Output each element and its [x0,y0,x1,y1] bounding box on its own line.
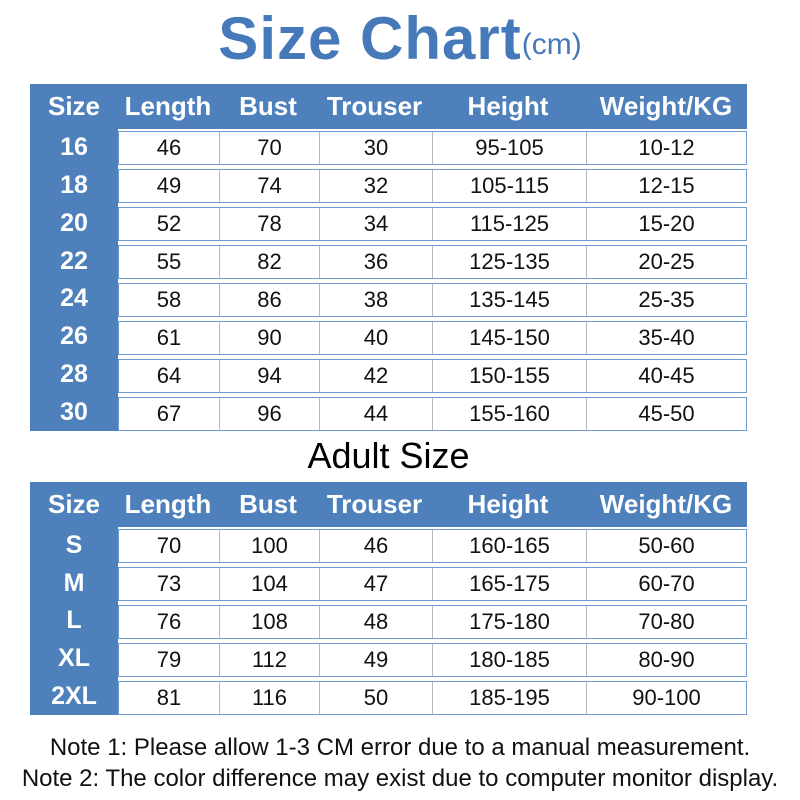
kid-table-body [30,129,747,431]
trouser-cell: 40 [319,322,432,354]
note-1: Note 1: Please allow 1-3 CM error due to a manual measurement. [49,734,751,761]
column-header-height: Height [467,91,549,121]
trouser-cell: 38 [319,284,432,316]
height-cell: 145-150 [432,322,586,354]
size-label: XL [58,644,90,673]
trouser-cell: 32 [319,170,432,202]
page-title-unit: (cm) [521,28,582,61]
length-cell: 70 [156,533,182,558]
table-row [118,169,747,203]
table-row [118,131,747,165]
weight-cell: 15-20 [586,208,746,240]
column-header-bust: Bust [239,489,297,519]
weight-cell: 60-70 [586,568,746,600]
trouser-cell: 30 [319,132,432,164]
trouser-cell: 44 [319,398,432,430]
bust-cell: 112 [219,644,319,676]
table-row [118,397,747,431]
column-header-weight: Weight/KG [599,91,733,121]
kid-size-column [30,129,118,431]
size-label: 20 [60,208,88,237]
size-label: S [65,531,83,560]
weight-cell: 12-15 [586,170,746,202]
page-title-text: Size Chart [218,5,522,72]
column-header-trouser: Trouser [326,489,423,519]
adult-size-heading: Adult Size [307,435,470,476]
bust-cell: 74 [219,170,319,202]
length-cell: 79 [156,647,182,672]
table-row [118,643,747,677]
bust-cell: 86 [219,284,319,316]
column-header-size: Size [47,91,101,121]
length-cell: 73 [156,571,182,596]
weight-cell: 20-25 [586,246,746,278]
bust-cell: 96 [219,398,319,430]
trouser-cell: 36 [319,246,432,278]
height-cell: 115-125 [432,208,586,240]
adult-size-table [30,482,747,715]
height-cell: 175-180 [432,606,586,638]
bust-cell: 100 [219,530,319,562]
adult-size-column [30,527,118,715]
length-cell: 49 [156,173,182,198]
height-cell: 185-195 [432,682,586,714]
column-header-length: Length [124,489,212,519]
column-header-height: Height [467,489,549,519]
size-label: 26 [60,322,88,351]
trouser-cell: 34 [319,208,432,240]
size-label: 18 [60,171,88,200]
size-label: 30 [60,397,88,426]
trouser-cell: 48 [319,606,432,638]
size-label: L [66,606,82,635]
weight-cell: 50-60 [586,530,746,562]
bust-cell: 70 [219,132,319,164]
height-cell: 105-115 [432,170,586,202]
kid-table-header-row [30,84,747,129]
adult-table-rows [118,527,747,715]
size-label: 22 [60,246,88,275]
length-cell: 81 [156,685,182,710]
length-cell: 64 [156,363,182,388]
weight-cell: 70-80 [586,606,746,638]
column-header-length: Length [124,91,212,121]
height-cell: 150-155 [432,360,586,392]
table-row [118,321,747,355]
size-label: M [63,568,85,597]
adult-table-body [30,527,747,715]
trouser-cell: 46 [319,530,432,562]
trouser-cell: 49 [319,644,432,676]
height-cell: 160-165 [432,530,586,562]
height-cell: 125-135 [432,246,586,278]
height-cell: 95-105 [432,132,586,164]
weight-cell: 25-35 [586,284,746,316]
length-cell: 61 [156,325,182,350]
weight-cell: 10-12 [586,132,746,164]
table-row [118,567,747,601]
trouser-cell: 42 [319,360,432,392]
weight-cell: 35-40 [586,322,746,354]
kid-size-table [30,84,747,431]
table-row [118,207,747,241]
weight-cell: 45-50 [586,398,746,430]
column-header-trouser: Trouser [326,91,423,121]
length-cell: 55 [156,249,182,274]
table-row [118,283,747,317]
table-row [118,245,747,279]
column-header-size: Size [47,489,101,519]
height-cell: 180-185 [432,644,586,676]
bust-cell: 104 [219,568,319,600]
trouser-cell: 47 [319,568,432,600]
bust-cell: 78 [219,208,319,240]
height-cell: 135-145 [432,284,586,316]
bust-cell: 108 [219,606,319,638]
table-row [118,359,747,393]
size-label: 24 [60,284,88,313]
size-label: 16 [60,133,88,162]
adult-table-header-row [30,482,747,527]
bust-cell: 82 [219,246,319,278]
column-header-weight: Weight/KG [599,489,733,519]
bust-cell: 90 [219,322,319,354]
weight-cell: 40-45 [586,360,746,392]
column-header-bust: Bust [239,91,297,121]
page-title [0,0,800,84]
bust-cell: 116 [219,682,319,714]
table-row [118,529,747,563]
height-cell: 155-160 [432,398,586,430]
weight-cell: 80-90 [586,644,746,676]
note-2: Note 2: The color difference may exist due to computer monitor display. [21,765,779,792]
weight-cell: 90-100 [586,682,746,714]
table-row [118,681,747,715]
kid-table-rows [118,129,747,431]
trouser-cell: 50 [319,682,432,714]
size-label: 2XL [51,681,97,710]
length-cell: 76 [156,609,182,634]
bust-cell: 94 [219,360,319,392]
length-cell: 58 [156,287,182,312]
size-label: 28 [60,359,88,388]
length-cell: 46 [156,135,182,160]
notes-block [0,732,800,794]
length-cell: 52 [156,211,182,236]
length-cell: 67 [156,401,182,426]
table-row [118,605,747,639]
height-cell: 165-175 [432,568,586,600]
